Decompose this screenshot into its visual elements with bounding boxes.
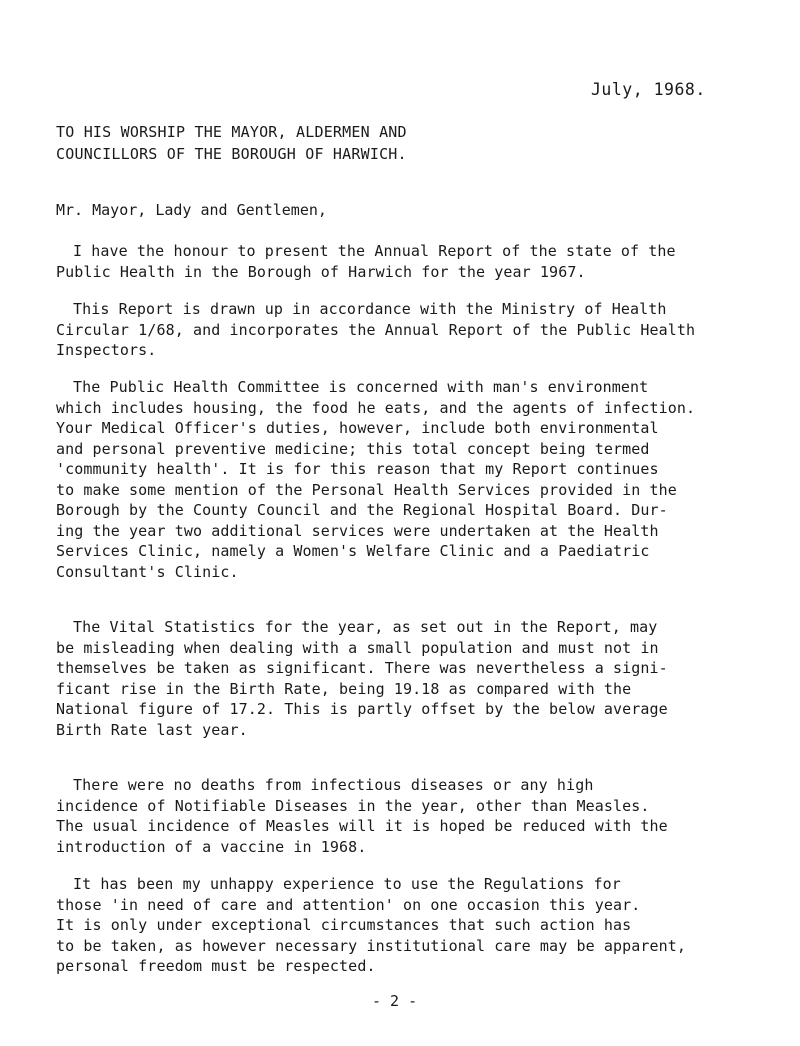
- paragraph-line: Consultant's Clinic.: [56, 562, 239, 581]
- paragraph-line: The Public Health Committee is concerned with man's environment: [73, 378, 649, 396]
- paragraph-line: Services Clinic, namely a Women's Welfare Clinic and a Paediatric: [56, 542, 650, 560]
- paragraph-5: [56, 775, 768, 857]
- paragraph-line: be misleading when dealing with a small population and must not in: [56, 638, 659, 657]
- paragraph-line: This Report is drawn up in accordance with the Ministry of Health: [73, 300, 667, 318]
- paragraph-line: those 'in need of care and attention' on one occasion this year.: [56, 895, 641, 914]
- paragraph-line: Inspectors.: [56, 341, 157, 359]
- paragraph-line: It has been my unhappy experience to use the Regulations for: [73, 875, 621, 893]
- paragraph-line: 'community health'. It is for this reason that my Report continues: [56, 460, 659, 478]
- addressee-line: TO HIS WORSHIP THE MAYOR, ALDERMEN AND: [56, 123, 407, 141]
- paragraph-line: I have the honour to present the Annual Report of the state of the: [73, 242, 676, 260]
- paragraph-line: to be taken, as however necessary institutional care may be apparent,: [56, 936, 687, 955]
- paragraph-line: Birth Rate last year.: [56, 720, 248, 739]
- paragraph-line: The usual incidence of Measles will it is hoped be reduced with the: [56, 817, 668, 835]
- paragraph-line: Public Health in the Borough of Harwich for the year 1967.: [56, 262, 586, 281]
- paragraph-line: which includes housing, the food he eats, and the agents of infection.: [56, 398, 696, 417]
- paragraph-line: Your Medical Officer's duties, however, include both environmental: [56, 419, 659, 437]
- paragraph-line: incidence of Notifiable Diseases in the year, other than Measles.: [56, 796, 650, 815]
- paragraph-line: There were no deaths from infectious diseases or any high: [73, 776, 594, 794]
- paragraph-line: Circular 1/68, and incorporates the Annual Report of the Public Health: [56, 320, 696, 339]
- paragraph-line: It is only under exceptional circumstances that such action has: [56, 916, 632, 934]
- paragraph-line: themselves be taken as significant. There was nevertheless a signi-: [56, 659, 668, 677]
- paragraph-4: [56, 617, 768, 740]
- paragraph-line: National figure of 17.2. This is partly offset by the below average: [56, 700, 668, 718]
- paragraph-6: [56, 874, 768, 977]
- paragraph-line: to make some mention of the Personal Health Services provided in the: [56, 480, 677, 499]
- paragraph-line: ficant rise in the Birth Rate, being 19.18 as compared with the: [56, 679, 632, 698]
- paragraph-3: [56, 377, 768, 582]
- page-number: - 2 -: [372, 992, 418, 1010]
- paragraph-line: personal freedom must be respected.: [56, 957, 376, 975]
- paragraph-line: ing the year two additional services were undertaken at the Health: [56, 521, 659, 540]
- salutation: Mr. Mayor, Lady and Gentlemen,: [56, 201, 327, 219]
- paragraph-line: Borough by the County Council and the Regional Hospital Board. Dur-: [56, 501, 668, 519]
- addressee-line: COUNCILLORS OF THE BOROUGH OF HARWICH.: [56, 145, 407, 163]
- paragraph-2: [56, 299, 768, 361]
- paragraph-line: introduction of a vaccine in 1968.: [56, 837, 367, 856]
- paragraph-line: and personal preventive medicine; this total concept being termed: [56, 439, 650, 458]
- addressee-block: [56, 121, 407, 165]
- paragraph-line: The Vital Statistics for the year, as set out in the Report, may: [73, 618, 658, 636]
- paragraph-1: [56, 241, 768, 282]
- letter-date: July, 1968.: [591, 80, 706, 99]
